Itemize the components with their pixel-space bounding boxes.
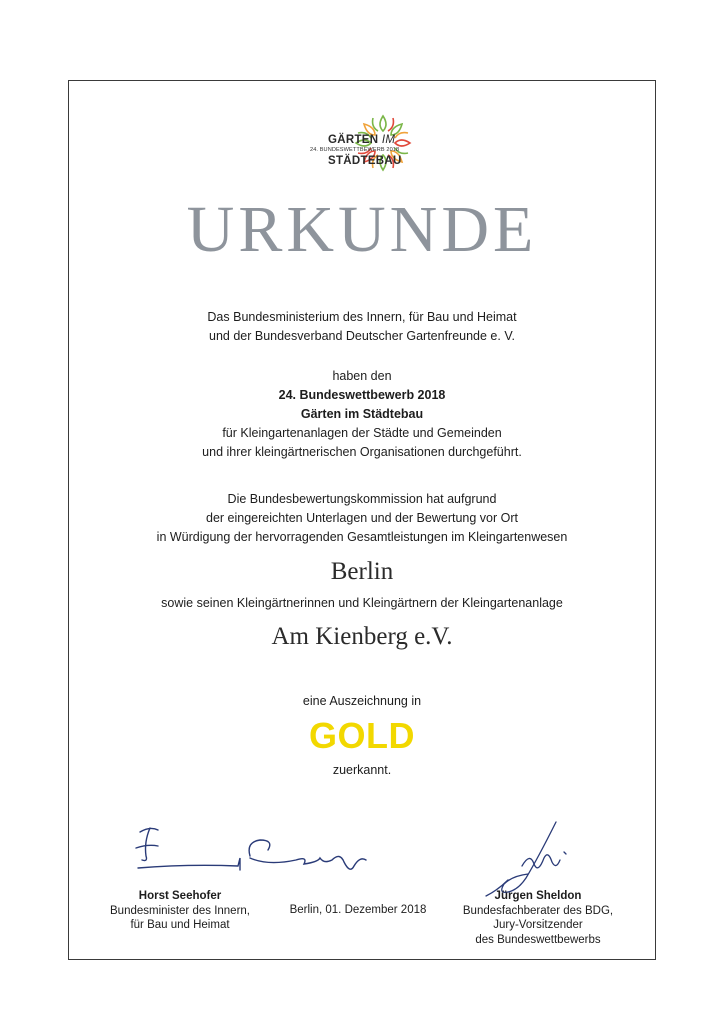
competition-text: haben den 24. Bundeswettbewerb 2018 Gärten im Städtebau für Kleingartenanlagen der Städte und Gemeinden und ihrer kleingärtnerischen Organisationen durchgeführt. (0, 367, 724, 462)
gardeners-text: sowie seinen Kleingärtnerinnen und Kleingärtnern der Kleingartenanlage (161, 596, 563, 610)
commission-text: Die Bundesbewertungskommission hat aufgrund der eingereichten Unterlagen und der Bewertung vor Ort in Würdigung der hervorragenden Gesamtleistungen im Kleingartenwesen (156, 492, 568, 544)
award-level: GOLD (309, 715, 415, 756)
signer-name-left: Horst Seehofer (138, 890, 222, 902)
award-outro: zuerkannt. (332, 763, 392, 777)
award-intro: eine Auszeichnung in (302, 694, 422, 708)
signature-left-image (128, 822, 378, 884)
signature-right: Jürgen Sheldon Bundesfachberater des BDG, Jury-Vorsitzender des Bundeswettbewerbs (448, 889, 628, 947)
logo-title-bottom: STÄDTEBAU (328, 155, 402, 167)
competition-name: 24. Bundeswettbewerb 2018 (278, 388, 446, 402)
competition-theme: Gärten im Städtebau (300, 407, 424, 421)
signature-left: Horst Seehofer Bundesminister des Innern, für Bau und Heimat (90, 889, 270, 933)
logo-subtitle: 24. BUNDESWETTBEWERB 2018 (310, 147, 400, 153)
intro-text: Das Bundesministerium des Innern, für Bau und Heimat und der Bundesverband Deutscher Gartenfreunde e. V. (207, 310, 517, 343)
signature-right-image (468, 818, 588, 898)
signer-name-right: Jürgen Sheldon (494, 890, 582, 902)
logo-title-top: GÄRTEN IM (328, 134, 396, 146)
certificate-title: URKUNDE (186, 193, 538, 266)
garden-name: Am Kienberg e.V. (271, 623, 453, 650)
place-date: Berlin, 01. Dezember 2018 (289, 904, 427, 916)
city-name: Berlin (330, 558, 394, 585)
competition-logo (298, 110, 428, 180)
